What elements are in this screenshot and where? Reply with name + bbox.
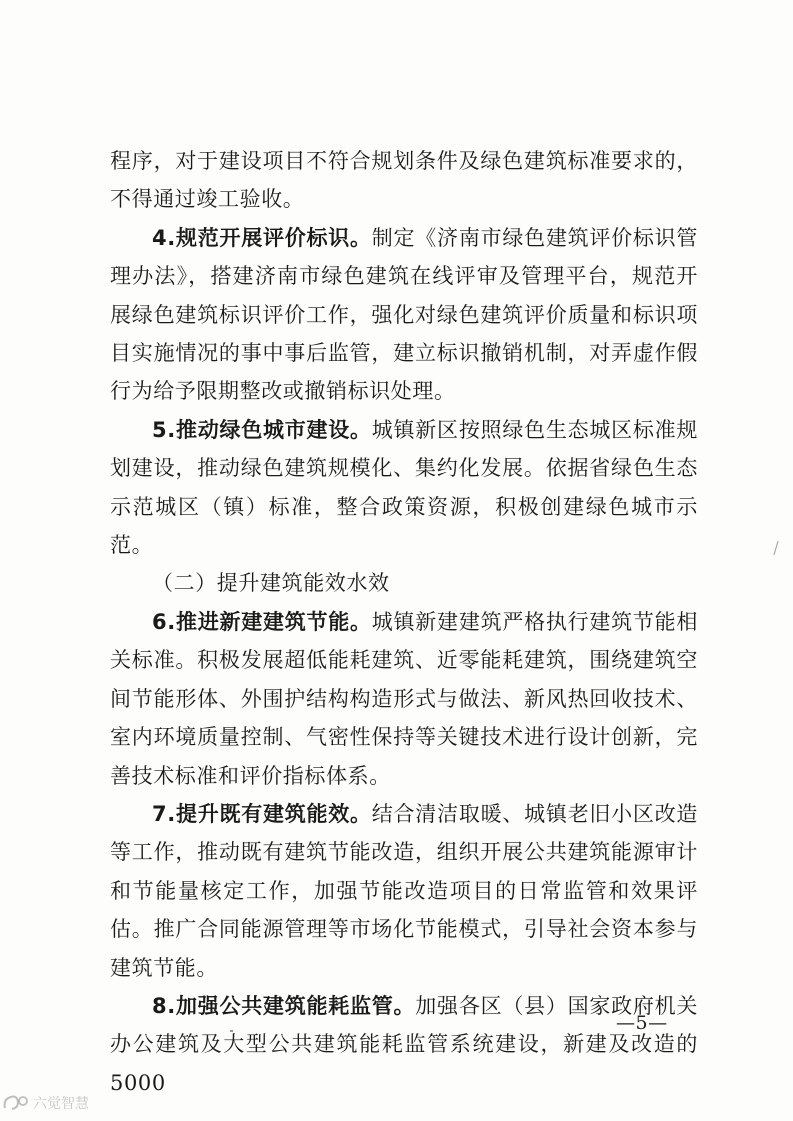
paragraph-text: 制定《济南市绿色建筑评价标识管理办法》，搭建济南市绿色建筑在线评审及管理平台，规范开展绿色建筑标识评价工作，强化对绿色建筑评价质量和标识项目实施情况的事中事后监管，建立标识撤销机制，对弄虚作假行为给予限期整改或撤销标识处理。 bbox=[110, 225, 698, 404]
paragraph-heading: 5.推动绿色城市建设。 bbox=[152, 417, 372, 442]
paragraph-text: 加强各区（县）国家政府机关办公建筑及大型公共建筑能耗监管系统建设，新建及改造的 5000 bbox=[110, 993, 698, 1095]
paragraph-item-4 bbox=[110, 219, 698, 411]
paragraph-item-7 bbox=[110, 795, 698, 987]
watermark-text: 六觉智慧 bbox=[33, 1096, 89, 1112]
paragraph-continuation bbox=[110, 142, 698, 219]
scan-speck bbox=[230, 1030, 233, 1032]
paragraph-text: 城镇新区按照绿色生态城区标准规划建设，推动绿色建筑规模化、集约化发展。依据省绿色生态示范城区（镇）标准，整合政策资源，积极创建绿色城市示范。 bbox=[110, 417, 698, 558]
paragraph-item-6 bbox=[110, 603, 698, 795]
scan-mark-icon bbox=[772, 540, 780, 556]
paragraph-text: 城镇新建建筑严格执行建筑节能相关标准。积极发展超低能耗建筑、近零能耗建筑，围绕建筑空间节能形体、外围护结构构造形式与做法、新风热回收技术、室内环境质量控制、气密性保持等关键技术进行设计创新，完善技术标准和评价指标体系。 bbox=[110, 609, 698, 788]
watermark-logo-icon bbox=[2, 1093, 30, 1113]
watermark bbox=[2, 1093, 89, 1113]
paragraph-heading: 8.加强公共建筑能耗监管。 bbox=[152, 993, 416, 1018]
body-text bbox=[110, 142, 698, 1102]
paragraph-heading: 7.提升既有建筑能效。 bbox=[152, 801, 372, 826]
paragraph-item-5 bbox=[110, 411, 698, 565]
paragraph-item-8 bbox=[110, 987, 698, 1102]
paragraph-heading: 4.规范开展评价标识。 bbox=[152, 225, 372, 250]
paragraph-text: 结合清洁取暖、城镇老旧小区改造等工作，推动既有建筑节能改造，组织开展公共建筑能源审计和节能量核定工作，加强节能改造项目的日常监管和效果评估。推广合同能源管理等市场化节能模式，引导社会资本参与建筑节能。 bbox=[110, 801, 698, 980]
page-number: —5— bbox=[616, 1012, 668, 1034]
section-heading: （二）提升建筑能效水效 bbox=[152, 571, 390, 596]
paragraph-text: 程序，对于建设项目不符合规划条件及绿色建筑标准要求的，不得通过竣工验收。 bbox=[110, 149, 698, 212]
paragraph-heading: 6.推进新建建筑节能。 bbox=[152, 609, 372, 634]
